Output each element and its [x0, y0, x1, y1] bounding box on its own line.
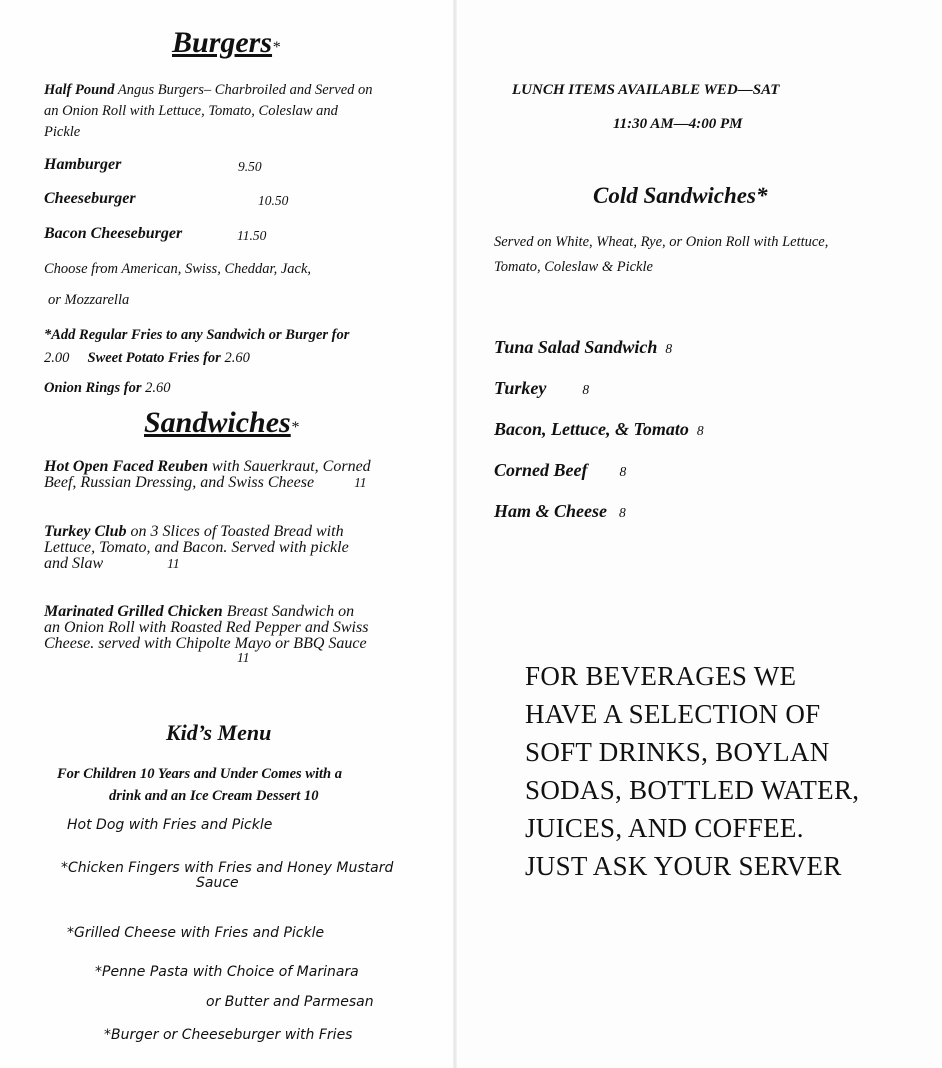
add-fries-note: *Add Regular Fries to any Sandwich or Burger for: [44, 327, 350, 343]
kids-item-penne-line2: or Butter and Parmesan: [206, 994, 374, 1010]
kids-item-hot-dog: Hot Dog with Fries and Pickle: [67, 817, 273, 833]
sandwich-reuben-line1: Hot Open Faced Reuben with Sauerkraut, Corned: [44, 458, 371, 475]
menu-item-bacon-cheeseburger: Bacon Cheeseburger: [44, 225, 183, 242]
sweet-potato-fries-price: 2.60: [224, 350, 250, 366]
sandwich-turkey-club-line2: Lettuce, Tomato, and Bacon. Served with pickle: [44, 539, 349, 556]
cold-sandwiches-heading: Cold Sandwiches*: [593, 183, 768, 208]
regular-fries-price: 2.00: [44, 350, 70, 366]
menu-right-page: [455, 0, 942, 1068]
sandwich-grilled-chicken-line1: Marinated Grilled Chicken Breast Sandwich on: [44, 603, 355, 620]
beverages-line2: HAVE A SELECTION OF: [525, 699, 821, 729]
price-ham-cheese: 8: [619, 505, 626, 520]
sandwich-reuben-line2: Beef, Russian Dressing, and Swiss Cheese 11: [44, 474, 367, 491]
burgers-heading: Burgers*: [172, 26, 281, 59]
price-reuben: 11: [354, 475, 367, 490]
beverages-line3: SOFT DRINKS, BOYLAN: [525, 737, 830, 767]
beverages-line4: SODAS, BOTTLED WATER,: [525, 775, 860, 805]
burgers-description-line1: Half Pound Angus Burgers– Charbroiled and Served on: [44, 82, 373, 98]
sandwich-turkey-club-line3: and Slaw 11: [44, 555, 180, 572]
sweet-potato-fries-label: Sweet Potato Fries for: [87, 350, 221, 366]
beverages-line5: JUICES, AND COFFEE.: [525, 813, 804, 843]
beverages-line6: JUST ASK YOUR SERVER: [525, 851, 842, 881]
lunch-availability-days: LUNCH ITEMS AVAILABLE WED—SAT: [512, 82, 780, 98]
price-grilled-chicken: 11: [237, 650, 250, 665]
kids-intro-line1: For Children 10 Years and Under Comes with a: [57, 766, 342, 782]
kids-item-chicken-fingers-line2: Sauce: [196, 875, 239, 891]
price-turkey: 8: [582, 382, 590, 397]
sandwich-grilled-chicken-line3: Cheese. served with Chipolte Mayo or BBQ Sauce: [44, 635, 367, 652]
cold-sandwiches-description-line1: Served on White, Wheat, Rye, or Onion Roll with Lettuce,: [494, 234, 829, 250]
kids-item-penne-line1: *Penne Pasta with Choice of Marinara: [95, 964, 359, 980]
beverages-line1: FOR BEVERAGES WE: [525, 661, 797, 691]
kids-item-chicken-fingers-line1: *Chicken Fingers with Fries and Honey Mustard: [61, 860, 394, 876]
price-turkey-club: 11: [167, 556, 180, 571]
cold-item-tuna-salad: Tuna Salad Sandwich 8: [494, 337, 673, 357]
sandwiches-heading: Sandwiches*: [144, 406, 299, 439]
cold-item-ham-cheese: Ham & Cheese 8: [494, 501, 626, 521]
kids-item-burger: *Burger or Cheeseburger with Fries: [104, 1027, 353, 1043]
burgers-description-line3: Pickle: [44, 124, 81, 140]
cold-item-corned-beef: Corned Beef 8: [494, 460, 627, 480]
sandwich-grilled-chicken-line2: an Onion Roll with Roasted Red Pepper and Swiss: [44, 619, 369, 636]
price-blt: 8: [696, 423, 704, 438]
kids-menu-heading: Kid’s Menu: [166, 720, 272, 745]
kids-item-grilled-cheese: *Grilled Cheese with Fries and Pickle: [67, 925, 325, 941]
sandwich-turkey-club-line1: Turkey Club on 3 Slices of Toasted Bread with: [44, 523, 344, 540]
menu-item-cheeseburger: Cheeseburger: [44, 190, 136, 207]
lunch-availability-hours: 11:30 AM—4:00 PM: [613, 116, 743, 132]
price-corned-beef: 8: [619, 464, 627, 479]
price-cheeseburger: 10.50: [258, 193, 289, 208]
menu-item-hamburger: Hamburger: [44, 156, 122, 173]
cold-item-turkey: Turkey 8: [494, 378, 590, 398]
price-tuna-salad: 8: [665, 341, 673, 356]
burgers-description-line2: an Onion Roll with Lettuce, Tomato, Coleslaw and: [44, 103, 338, 119]
fries-prices-line: [44, 348, 250, 369]
onion-rings-line: Onion Rings for 2.60: [44, 380, 171, 396]
cold-item-blt: Bacon, Lettuce, & Tomato 8: [494, 419, 704, 439]
page-fold: [453, 0, 457, 1068]
cheese-choice-line2: or Mozzarella: [48, 292, 130, 308]
kids-intro-line2: drink and an Ice Cream Dessert 10: [109, 788, 319, 804]
price-hamburger: 9.50: [238, 159, 262, 174]
cheese-choice-line1: Choose from American, Swiss, Cheddar, Jack,: [44, 261, 312, 277]
price-bacon-cheeseburger: 11.50: [237, 228, 267, 243]
cold-sandwiches-description-line2: Tomato, Coleslaw & Pickle: [494, 259, 653, 275]
